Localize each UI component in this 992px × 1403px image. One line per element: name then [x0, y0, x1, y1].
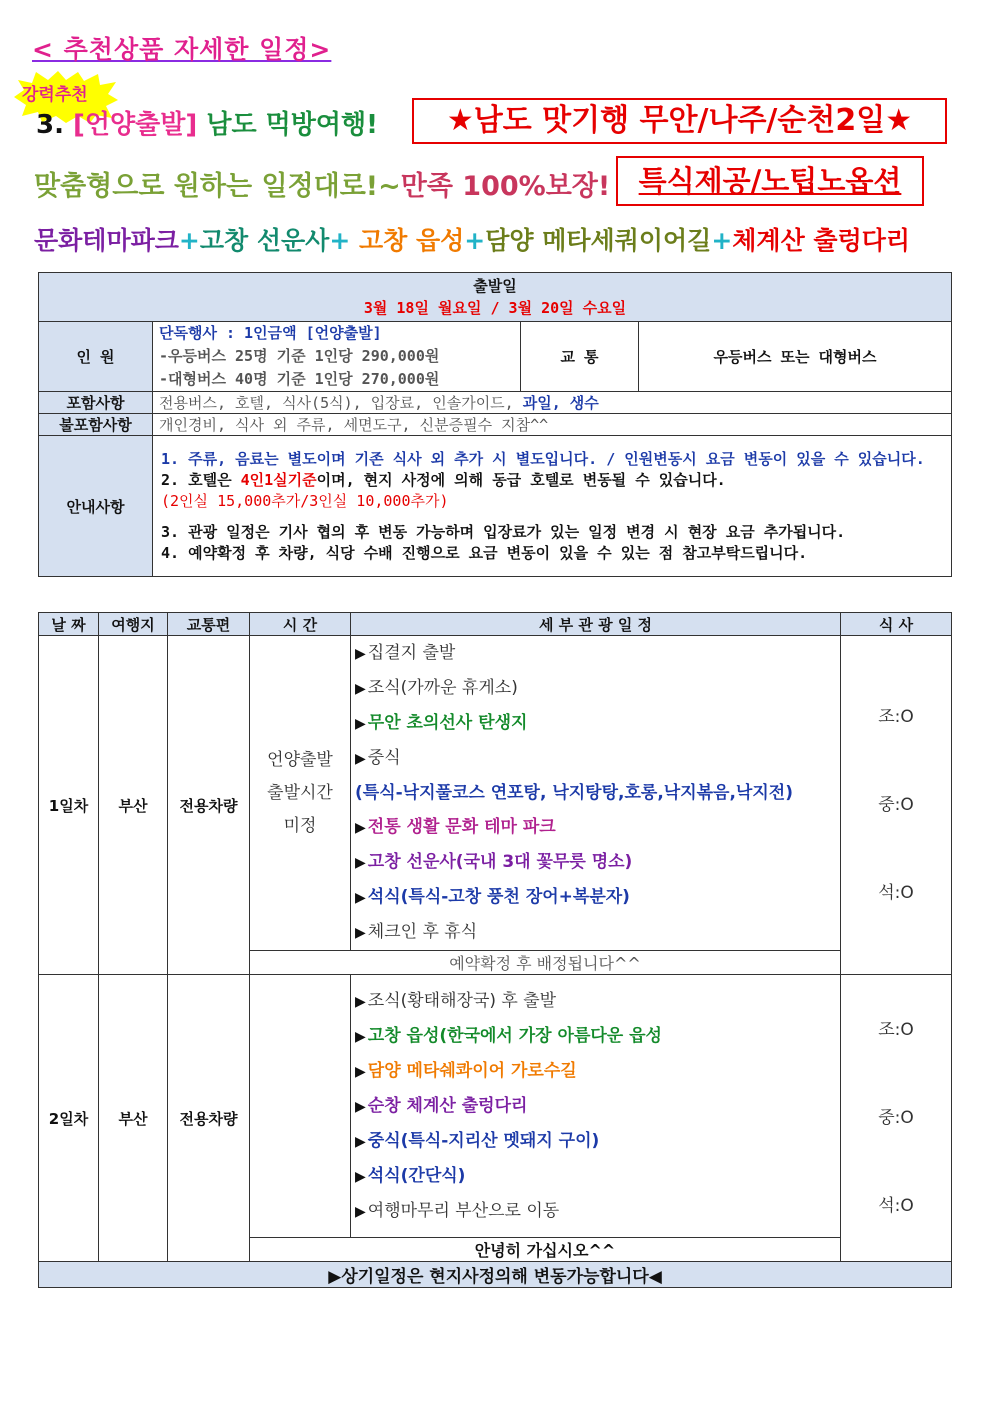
- meal-lunch: 중:O: [878, 1108, 914, 1128]
- col-header-time: 시 간: [250, 613, 351, 636]
- transport-value: 우등버스 또는 대형버스: [639, 322, 952, 392]
- schedule-item-text: 중식: [367, 748, 401, 768]
- route-part: 체계산 출렁다리: [732, 226, 911, 255]
- transport-label: 교 통: [521, 322, 639, 392]
- col-header-detail: 세 부 관 광 일 정: [351, 613, 841, 636]
- day2-meals: [841, 975, 952, 1262]
- people-line: -우등버스 25명 기준 1인당 290,000원: [159, 347, 440, 365]
- included-cell: [153, 392, 952, 414]
- arrow-icon: ▶: [355, 751, 366, 767]
- notice-2-a: 2. 호텔은: [161, 470, 241, 489]
- badge-label: 강력추천: [22, 85, 88, 105]
- day2-place: 부산: [99, 975, 168, 1262]
- schedule-item: [351, 810, 840, 845]
- satisfaction-text: 만족 100%보장!: [400, 171, 611, 202]
- promise-line: [34, 164, 610, 203]
- schedule-table: [38, 612, 952, 1288]
- schedule-item-text: 순창 체계산 출렁다리: [367, 1095, 528, 1116]
- col-header-transport: 교통편: [168, 613, 250, 636]
- day2-time: [250, 975, 351, 1238]
- special-meal-box: [616, 156, 924, 206]
- schedule-item-text: 고창 선운사(국내 3대 꽃무릇 명소): [367, 852, 633, 872]
- departure-tag: [언양출발]: [73, 110, 198, 140]
- day1-time: [250, 636, 351, 951]
- meal-breakfast: 조:O: [878, 1020, 914, 1040]
- route-part: 문화테마파크: [34, 226, 179, 255]
- schedule-item-text: 무안 초의선사 탄생지: [367, 713, 528, 733]
- arrow-icon: ▶: [355, 925, 366, 941]
- arrow-icon: ▶: [355, 681, 366, 697]
- notice-label: 안내사항: [39, 436, 153, 577]
- arrow-icon: ▶: [355, 1063, 366, 1080]
- day1-label: 1일차: [39, 636, 99, 975]
- meal-dinner: 석:O: [878, 1196, 914, 1216]
- departure-label: 출발일: [473, 277, 517, 295]
- schedule-item: [351, 915, 840, 950]
- col-header-meal: 식 사: [841, 613, 952, 636]
- excluded-value: 개인경비, 식사 외 주류, 세면도구, 신분증필수 지참^^: [153, 414, 952, 436]
- schedule-item-text: 조식(가까운 휴게소): [367, 678, 518, 698]
- page-title: < 추천상품 자세한 일정>: [32, 35, 332, 64]
- product-name: 남도 먹방여행!: [206, 110, 378, 140]
- day1-items: [351, 636, 841, 951]
- arrow-icon: ▶: [355, 646, 366, 662]
- route-plus: +: [178, 226, 200, 255]
- info-table: [38, 272, 952, 577]
- special-meal-text: 특식제공/노팁노옵션: [638, 164, 902, 198]
- schedule-item-text: 전통 생활 문화 테마 파크: [367, 817, 556, 837]
- arrow-icon: ▶: [355, 1098, 366, 1115]
- meal-dinner: 석:O: [878, 883, 914, 903]
- schedule-item: [351, 1089, 840, 1124]
- schedule-item-text: 집결지 출발: [367, 643, 456, 663]
- route-part: 담양 메타세쿼이어길: [485, 226, 712, 255]
- route-part: 고창 읍성: [358, 226, 465, 255]
- people-line: -대형버스 40명 기준 1인당 270,000원: [159, 370, 440, 388]
- schedule-item: [351, 776, 840, 810]
- schedule-item: [351, 845, 840, 880]
- arrow-icon: ▶: [355, 1203, 366, 1220]
- schedule-item-text: 체크인 후 휴식: [367, 922, 478, 942]
- notice-3: 3. 관광 일정은 기사 협의 후 변동 가능하며 입장료가 있는 일정 변경 시 현장 요금 추가됩니다.: [161, 522, 846, 541]
- people-cell: [153, 322, 521, 392]
- schedule-item: [351, 636, 840, 671]
- schedule-item-text: 석식(간단식): [367, 1165, 466, 1186]
- schedule-item: [351, 880, 840, 915]
- product-highlight-box: [412, 98, 947, 144]
- product-highlight: ★남도 맛기행 무안/나주/순천2일★: [446, 103, 913, 138]
- day1-vehicle: 전용차량: [168, 636, 250, 975]
- route-plus: +: [711, 226, 733, 255]
- col-header-date: 날 짜: [39, 613, 99, 636]
- schedule-item: [351, 1019, 840, 1054]
- notice-4: 4. 예약확정 후 차량, 식당 수배 진행으로 요금 변동이 있을 수 있는 점 참고부탁드립니다.: [161, 543, 808, 562]
- schedule-item-text: 석식(특식-고창 풍천 장어+복분자): [367, 887, 630, 907]
- product-number: 3.: [36, 110, 64, 140]
- time-line: 언양출발: [267, 749, 333, 770]
- day2-label: 2일차: [39, 975, 99, 1262]
- excluded-label: 불포함사항: [39, 414, 153, 436]
- day2-footer: 안녕히 가십시오^^: [250, 1238, 841, 1262]
- day2-items: [351, 975, 841, 1238]
- people-line: 단독행사 : 1인금액 [언양출발]: [159, 324, 382, 342]
- schedule-item: [351, 706, 840, 741]
- arrow-icon: ▶: [355, 855, 366, 871]
- arrow-icon: ▶: [355, 820, 366, 836]
- schedule-item-text: 조식(황태해장국) 후 출발: [367, 990, 557, 1011]
- route-plus: +: [464, 226, 486, 255]
- schedule-item: [351, 984, 840, 1019]
- col-header-place: 여행지: [99, 613, 168, 636]
- meal-lunch: 중:O: [878, 795, 914, 815]
- product-line: [36, 104, 378, 141]
- schedule-item: [351, 1194, 840, 1229]
- arrow-icon: ▶: [355, 890, 366, 906]
- schedule-item-text: 중식(특식-지리산 멧돼지 구이): [367, 1130, 600, 1151]
- people-label: 인 원: [39, 322, 153, 392]
- time-line: 출발시간: [267, 782, 333, 803]
- notice-2-extra: (2인실 15,000추가/3인실 10,000추가): [161, 491, 449, 510]
- departure-dates: 3월 18일 월요일 / 3월 20일 수요일: [363, 299, 627, 317]
- route-line: [34, 221, 910, 257]
- day1-meals: [841, 636, 952, 975]
- day2-vehicle: 전용차량: [168, 975, 250, 1262]
- notice-2: [161, 470, 941, 491]
- notice-2-c: 이며, 현지 사정에 의해 동급 호텔로 변동될 수 있습니다.: [316, 470, 726, 489]
- notice-cell: [153, 436, 952, 577]
- route-part: 고창 선운사: [199, 226, 330, 255]
- arrow-icon: ▶: [355, 1168, 366, 1185]
- day1-footer: 예약확정 후 배정됩니다^^: [250, 951, 841, 975]
- schedule-item-text: (특식-낙지풀코스 연포탕, 낙지탕탕,호롱,낙지볶음,낙지전): [355, 783, 793, 803]
- notice-1: 1. 주류, 음료는 별도이며 기존 식사 외 추가 시 별도입니다. / 인원변동시 요금 변동이 있을 수 있습니다.: [161, 449, 925, 468]
- schedule-bottom-note: ▶상기일정은 현지사정의해 변동가능합니다◀: [39, 1262, 952, 1288]
- schedule-item-text: 담양 메타쉐콰이어 가로수길: [367, 1060, 577, 1081]
- schedule-item: [351, 741, 840, 776]
- schedule-item: [351, 1124, 840, 1159]
- route-plus: +: [329, 226, 359, 255]
- meal-breakfast: 조:O: [878, 707, 914, 727]
- schedule-item: [351, 1054, 840, 1089]
- included-extra: 과일, 생수: [522, 394, 599, 412]
- included-label: 포함사항: [39, 392, 153, 414]
- notice-2-b: 4인1실기준: [240, 470, 317, 489]
- promise-text: 맞춤형으로 원하는 일정대로!~: [34, 171, 401, 202]
- departure-cell: [39, 273, 952, 322]
- included-value: 전용버스, 호텔, 식사(5식), 입장료, 인솔가이드,: [159, 394, 523, 412]
- schedule-item-text: 고창 읍성(한국에서 가장 아름다운 읍성: [367, 1025, 662, 1046]
- arrow-icon: ▶: [355, 1133, 366, 1150]
- arrow-icon: ▶: [355, 716, 366, 732]
- day1-place: 부산: [99, 636, 168, 975]
- schedule-item-text: 여행마무리 부산으로 이동: [367, 1200, 560, 1221]
- arrow-icon: ▶: [355, 1028, 366, 1045]
- schedule-item: [351, 1159, 840, 1194]
- time-line: 미정: [283, 815, 317, 836]
- arrow-icon: ▶: [355, 993, 366, 1010]
- schedule-item: [351, 671, 840, 706]
